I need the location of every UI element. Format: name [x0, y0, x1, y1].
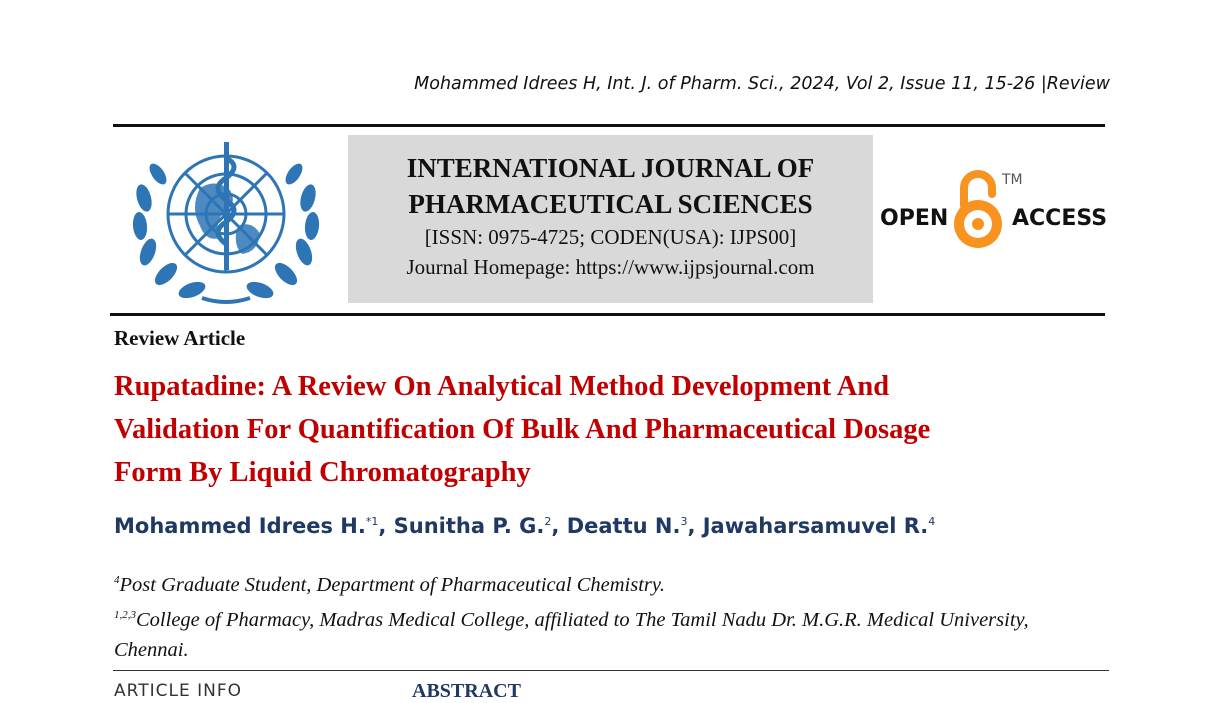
author-separator: , — [551, 514, 567, 538]
article-type: Review Article — [114, 326, 246, 350]
journal-issn: [ISSN: 0975-4725; CODEN(USA): IJPS00] — [424, 225, 797, 249]
author-affil-sup: 3 — [680, 515, 688, 528]
affiliation-2 — [114, 600, 1110, 635]
affiliation-sup: 1,2,3 — [114, 608, 136, 621]
author-affil-sup: 4 — [928, 515, 936, 528]
running-head: Mohammed Idrees H, Int. J. of Pharm. Sci., 2024, Vol 2, Issue 11, 15-26 |Review — [414, 74, 1110, 94]
affiliation-1 — [114, 565, 1110, 600]
article-info-heading: ARTICLE INFO — [114, 681, 242, 701]
access-word: ACCESS — [1012, 206, 1108, 231]
author-name[interactable]: Mohammed Idrees H. — [114, 514, 366, 538]
section-divider — [113, 670, 1109, 671]
author-name[interactable]: Deattu N. — [566, 514, 681, 538]
journal-title-line2: PHARMACEUTICAL SCIENCES — [408, 189, 813, 219]
affiliation-text: Post Graduate Student, Department of Pharmaceutical Chemistry. — [119, 573, 665, 596]
open-word: OPEN — [880, 206, 949, 231]
author-name[interactable]: Jawaharsamuvel R. — [702, 514, 929, 538]
author-separator: , — [687, 514, 703, 538]
article-title-line3: Form By Liquid Chromatography — [114, 457, 531, 488]
author-affil-sup: *1 — [365, 515, 379, 528]
open-access-logo — [878, 162, 1108, 257]
article-title — [114, 365, 1074, 494]
journal-title-line1: INTERNATIONAL JOURNAL OF — [406, 153, 815, 183]
header-rule-top — [113, 124, 1105, 127]
affiliation-2-cont: Chennai. — [114, 638, 189, 661]
author-affil-sup: 2 — [544, 515, 552, 528]
open-lock-icon — [954, 174, 1002, 248]
trademark-mark: TM — [1002, 172, 1023, 188]
who-emblem-logo — [126, 138, 326, 306]
author-separator: , — [378, 514, 394, 538]
affiliations — [114, 565, 1110, 665]
author-name[interactable]: Sunitha P. G. — [393, 514, 545, 538]
journal-masthead — [348, 135, 873, 303]
header-rule-bottom — [110, 313, 1105, 316]
article-title-line2: Validation For Quantification Of Bulk And Pharmaceutical Dosage — [114, 414, 931, 445]
article-title-line1: Rupatadine: A Review On Analytical Method Development And — [114, 371, 890, 402]
affiliation-text: College of Pharmacy, Madras Medical College, affiliated to The Tamil Nadu Dr. M.G.R. Medical University, — [136, 608, 1029, 631]
abstract-heading: ABSTRACT — [412, 680, 521, 702]
journal-homepage-link[interactable]: Journal Homepage: https://www.ijpsjournal.com — [406, 255, 815, 279]
author-list — [114, 514, 935, 538]
journal-title — [348, 150, 873, 222]
affiliation-sup: 4 — [114, 574, 120, 586]
